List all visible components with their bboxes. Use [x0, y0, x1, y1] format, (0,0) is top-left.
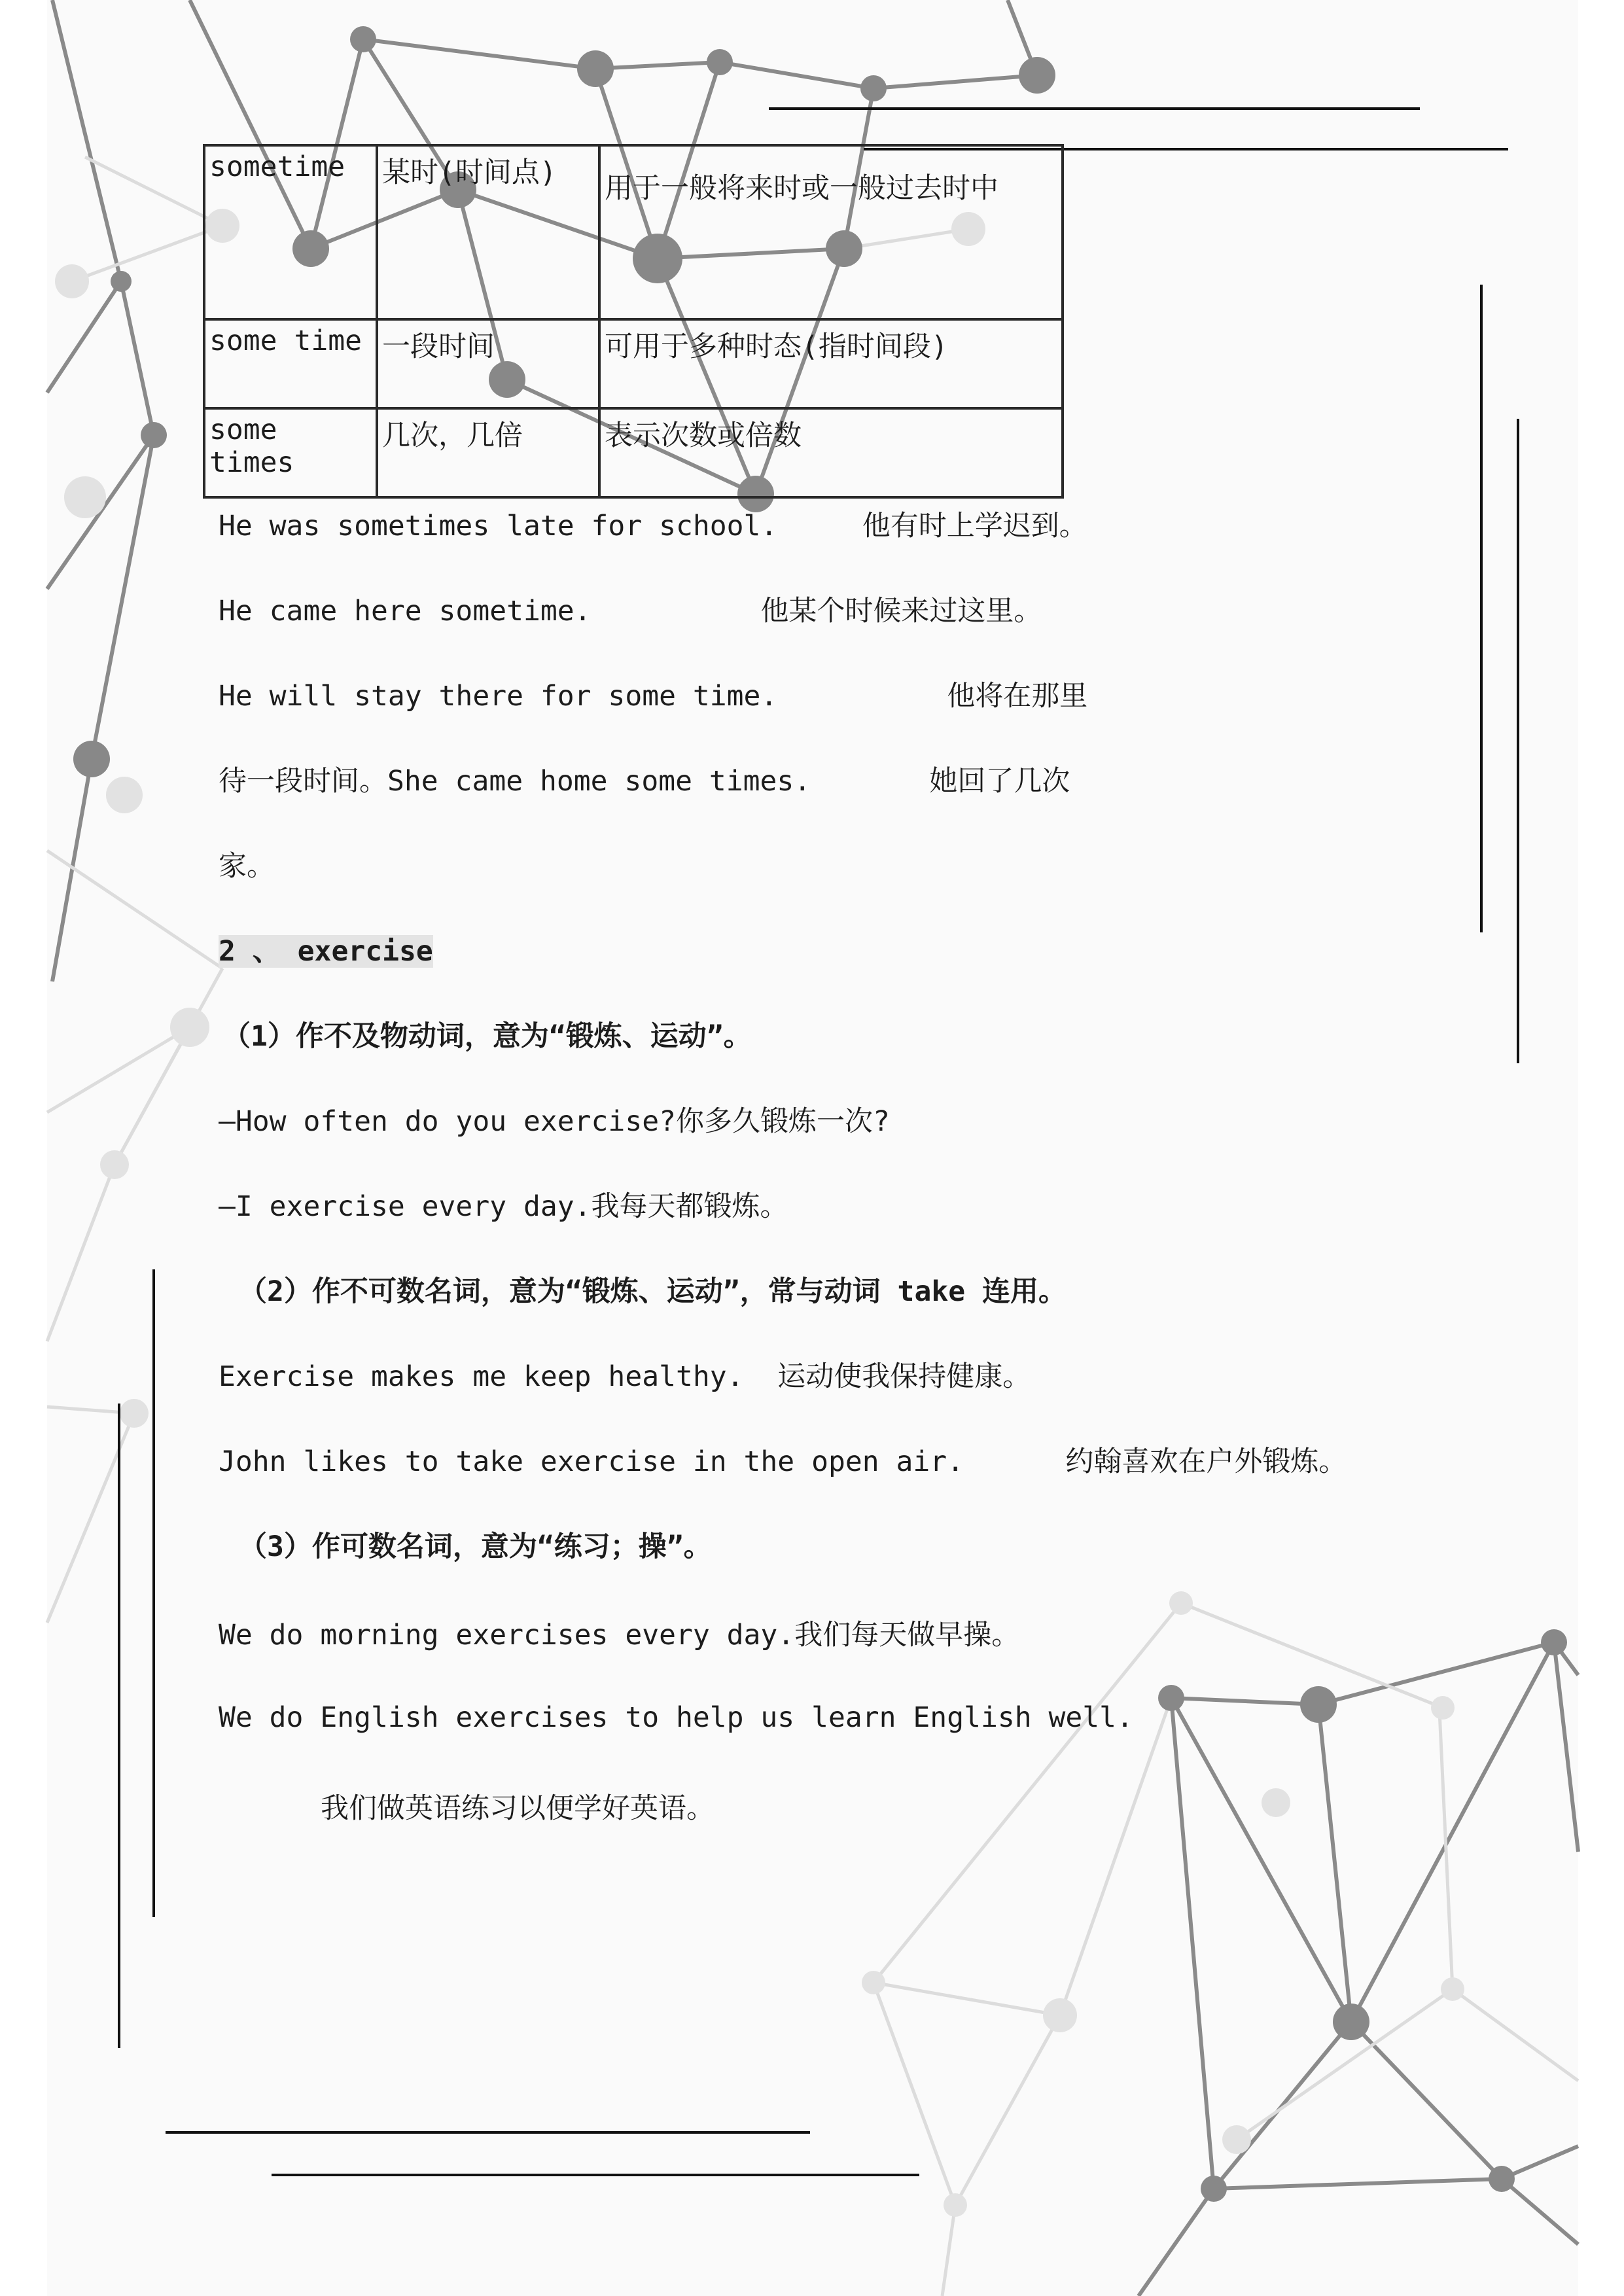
example-line: 待一段时间。She came home some times. 她回了几次: [219, 765, 1070, 798]
subheading: （1）作不及物动词，意为“锻炼、运动”。: [222, 1020, 752, 1053]
example-line: Exercise makes me keep healthy. 运动使我保持健康。: [219, 1360, 1031, 1393]
example-line: He was sometimes late for school. 他有时上学迟到。: [219, 510, 1087, 542]
table-cell: 某时(时间点): [377, 145, 599, 319]
table-cell: 几次，几倍: [377, 408, 599, 497]
example-line: 家。: [219, 850, 275, 883]
rule-top-1: [769, 107, 1420, 110]
example-line: He came here sometime. 他某个时候来过这里。: [219, 595, 1042, 627]
example-line: He will stay there for some time. 他将在那里: [219, 680, 1088, 713]
subheading: （2）作不可数名词，意为“锻炼、运动”，常与动词 take 连用。: [239, 1275, 1067, 1308]
rule-left-1: [152, 1269, 155, 1917]
subheading: （3）作可数名词，意为“练习；操”。: [239, 1530, 712, 1563]
example-line: We do morning exercises every day.我们每天做早操。: [219, 1619, 1020, 1651]
dialogue-line: —I exercise every day.我每天都锻炼。: [219, 1190, 788, 1223]
table-cell: 一段时间: [377, 319, 599, 408]
vocab-table: [203, 144, 1064, 499]
rule-bottom-2: [272, 2174, 919, 2176]
table-row: [204, 145, 1063, 319]
table-row: [204, 319, 1063, 408]
table-cell: sometime: [204, 145, 377, 319]
example-line: 我们做英语练习以便学好英语。: [321, 1792, 715, 1825]
rule-right-2: [1517, 419, 1519, 1063]
table-row: [204, 408, 1063, 497]
example-line: John likes to take exercise in the open air. 约翰喜欢在户外锻炼。: [219, 1445, 1347, 1478]
rule-right-1: [1480, 285, 1483, 932]
section-heading-text: 2 、 exercise: [219, 935, 433, 968]
table-cell: 可用于多种时态(指时间段): [599, 319, 1063, 408]
table-cell: 表示次数或倍数: [599, 408, 1063, 497]
example-line: We do English exercises to help us learn English well.: [219, 1701, 1133, 1734]
dialogue-line: —How often do you exercise?你多久锻炼一次?: [219, 1105, 890, 1138]
section-heading: [219, 929, 433, 969]
table-cell: 用于一般将来时或一般过去时中: [599, 145, 1063, 319]
rule-bottom-1: [166, 2131, 810, 2134]
table-cell: some times: [204, 408, 377, 497]
rule-left-2: [118, 1404, 120, 2048]
table-cell: some time: [204, 319, 377, 408]
